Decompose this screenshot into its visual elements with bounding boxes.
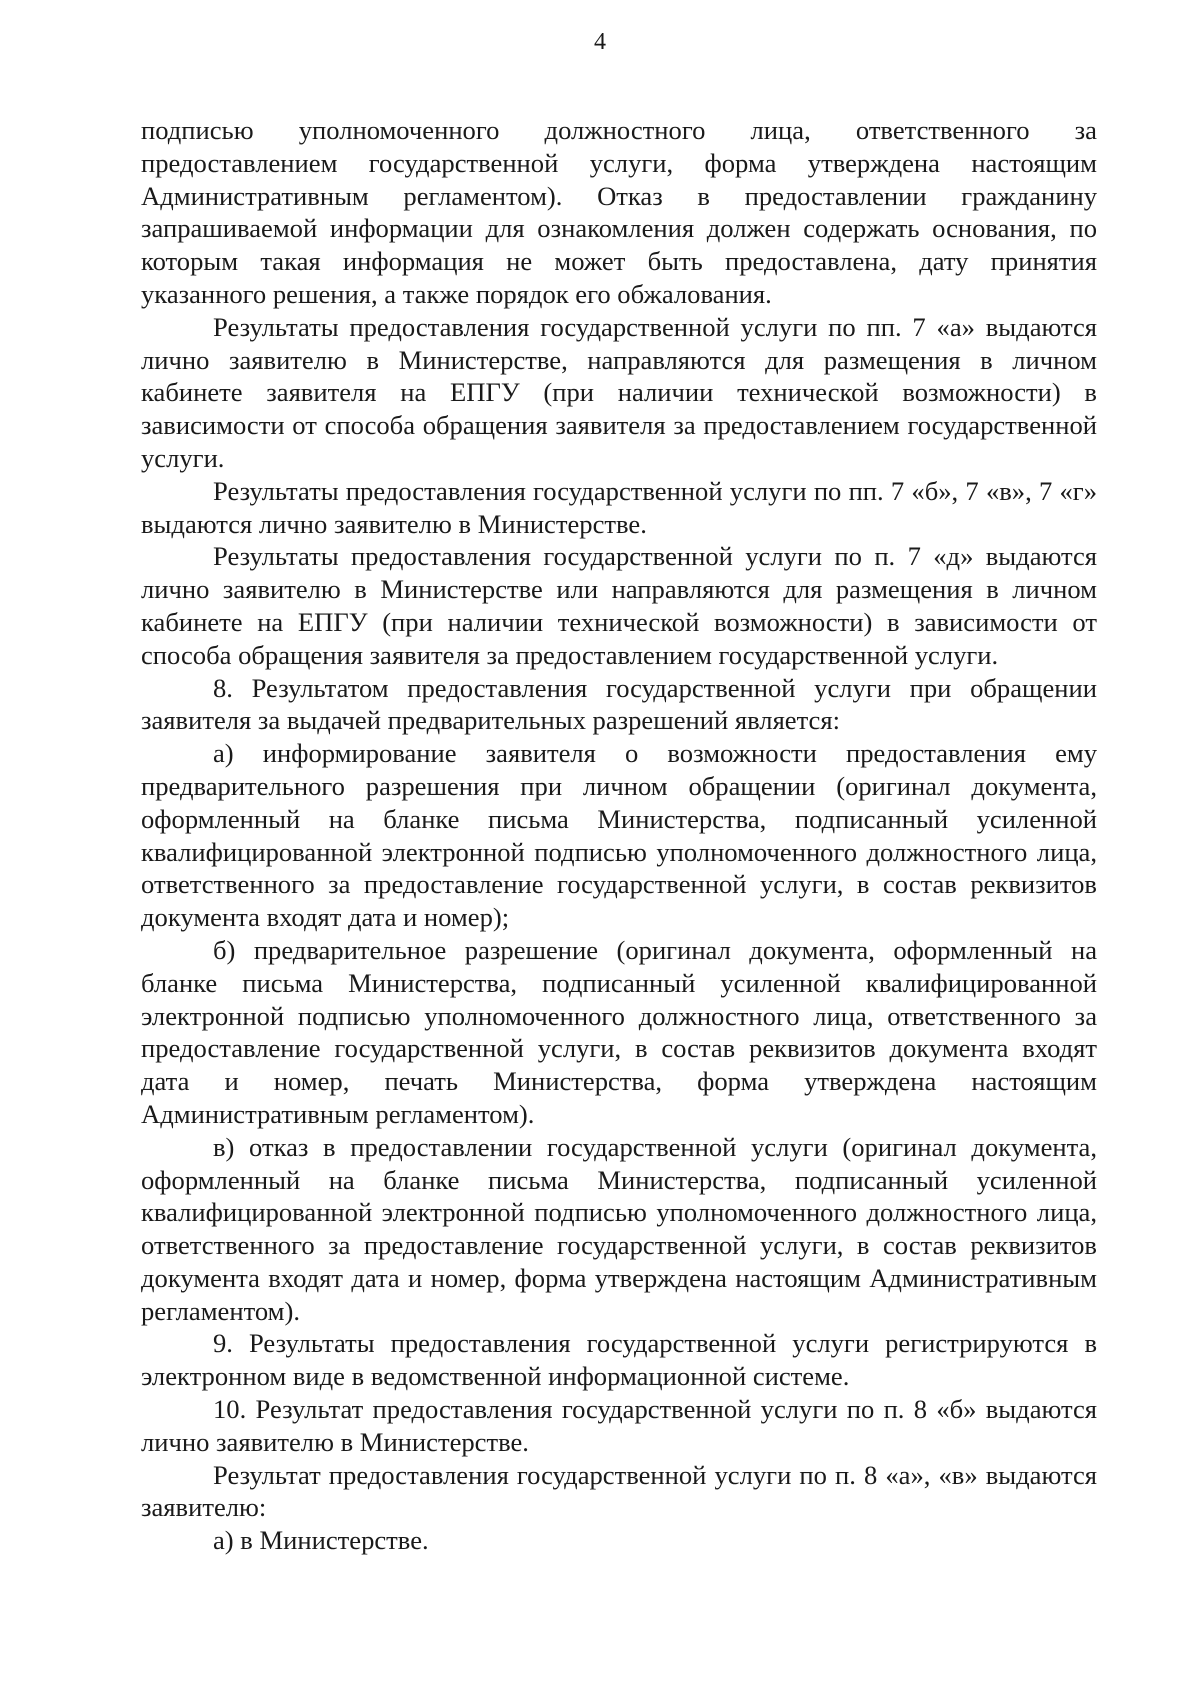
- paragraph-results-7a: Результаты предоставления государственной услуги по пп. 7 «а» выдаются лично заявителю в Министерстве, направляются для размещения в личном кабинете заявителя на ЕПГУ (при наличии технической возможности) в зависимости от способа обращения заявителя за предоставлением государственной услуги.: [141, 311, 1097, 473]
- paragraph-item-9: 9. Результаты предоставления государственной услуги регистрируются в электронном виде в ведомственной информационной системе.: [141, 1328, 1097, 1392]
- paragraph-results-7d: Результаты предоставления государственной услуги по п. 7 «д» выдаются лично заявителю в Министерстве или направляются для размещения в личном кабинете на ЕПГУ (при наличии технической возможности) в зависимости от способа обращения заявителя за предоставлением государственной услуги.: [141, 541, 1097, 670]
- page-number: 4: [594, 29, 606, 55]
- paragraph-continuation: подписью уполномоченного должностного лица, ответственного за предоставлением государственной услуги, форма утверждена настоящим Административным регламентом). Отказ в предоставлении гражданину запрашиваемой информации для ознакомления должен содержать основания, по которым такая информация не может быть предоставлена, дату принятия указанного решения, а также порядок его обжалования.: [141, 115, 1097, 309]
- paragraph-results-8a-8v: Результат предоставления государственной услуги по п. 8 «а», «в» выдаются заявителю:: [141, 1459, 1097, 1523]
- paragraph-item-10: 10. Результат предоставления государственной услуги по п. 8 «б» выдаются лично заявителю в Министерстве.: [141, 1394, 1097, 1457]
- paragraph-item-8: 8. Результатом предоставления государственной услуги при обращении заявителя за выдачей предварительных разрешений является:: [141, 672, 1097, 736]
- document-body: [141, 114, 1097, 1557]
- paragraph-item-8a: а) информирование заявителя о возможности предоставления ему предварительного разрешения при личном обращении (оригинал документа, оформленный на бланке письма Министерства, подписанный усиленной квалифицированной электронной подписью уполномоченного должностного лица, ответственного за предоставление государственной услуги, в состав реквизитов документа входят дата и номер);: [141, 738, 1097, 933]
- paragraph-item-a-ministry: а) в Министерстве.: [213, 1525, 429, 1556]
- paragraph-results-7b-7v-7g: Результаты предоставления государственной услуги по пп. 7 «б», 7 «в», 7 «г» выдаются лично заявителю в Министерстве.: [141, 475, 1097, 539]
- paragraph-item-8v: в) отказ в предоставлении государственной услуги (оригинал документа, оформленный на бланке письма Министерства, подписанный усиленной квалифицированной электронной подписью уполномоченного должностного лица, ответственного за предоставление государственной услуги, в состав реквизитов документа входят дата и номер, форма утверждена настоящим Административным регламентом).: [141, 1131, 1097, 1326]
- paragraph-item-8b: б) предварительное разрешение (оригинал документа, оформленный на бланке письма Министерства, подписанный усиленной квалифицированной электронной подписью уполномоченного должностного лица, ответственного за предоставление государственной услуги, в состав реквизитов документа входят дата и номер, печать Министерства, форма утверждена настоящим Административным регламентом).: [141, 934, 1097, 1129]
